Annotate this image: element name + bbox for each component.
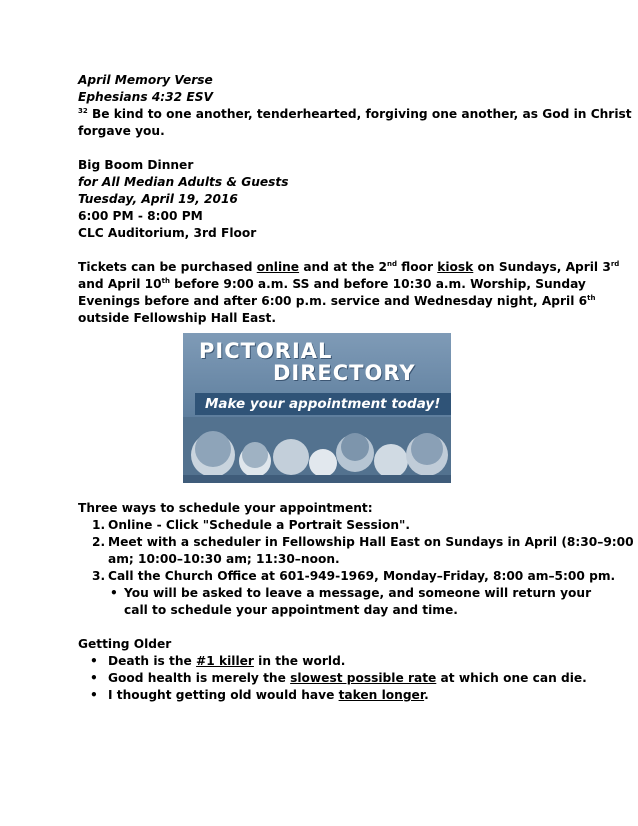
list-number: 2. <box>92 535 106 549</box>
list-number: 1. <box>92 518 106 532</box>
online-link[interactable]: online <box>256 260 300 274</box>
event-time: 6:00 PM - 8:00 PM <box>78 209 203 223</box>
list-text: in the world. <box>253 654 346 668</box>
list-item <box>78 568 616 585</box>
list-text: Good health is merely the <box>108 671 291 685</box>
banner-tagline: Make your appointment today! <box>205 396 441 412</box>
list-item-text: am; 10:00–10:30 am; 11:30–noon. <box>108 552 340 566</box>
family-photo-image <box>183 417 451 483</box>
schedule-heading: Three ways to schedule your appointment: <box>78 501 373 515</box>
verse-text-line <box>78 106 632 123</box>
superscript: nd <box>386 259 397 268</box>
list-item <box>78 517 578 534</box>
list-item <box>78 534 634 568</box>
list-item-text <box>108 653 578 670</box>
tickets-text: and April 10 <box>78 277 162 291</box>
slowest-rate-link[interactable]: slowest possible rate <box>290 671 437 685</box>
older-heading <box>78 636 578 653</box>
verse-reference: Ephesians 4:32 ESV <box>78 90 213 104</box>
list-item-text: Call the Church Office at 601-949-1969, Monday–Friday, 8:00 am–5:00 pm. <box>108 569 616 583</box>
older-heading-text: Getting Older <box>78 637 172 651</box>
event-audience: for All Median Adults & Guests <box>78 175 289 189</box>
tickets-text: Tickets can be purchased <box>78 260 257 274</box>
bullet-icon: • <box>90 671 98 685</box>
tickets-text: before 9:00 a.m. SS and before 10:30 a.m. Worship, Sunday <box>169 277 586 291</box>
bullet-icon: • <box>90 688 98 702</box>
killer-link[interactable]: #1 killer <box>196 654 254 668</box>
superscript: th <box>161 276 170 285</box>
list-item-text <box>108 687 578 704</box>
tickets-text: Evenings before and after 6:00 p.m. service and Wednesday night, April 6 <box>78 294 588 308</box>
list-item-text: Online - Click "Schedule a Portrait Session". <box>108 518 410 532</box>
bullet-icon: • <box>110 586 118 600</box>
tickets-text: floor <box>396 260 438 274</box>
schedule-list <box>78 517 634 585</box>
tickets-text: on Sundays, April 3 <box>473 260 611 274</box>
tickets-text: and at the 2 <box>299 260 387 274</box>
tickets-line <box>78 259 620 276</box>
tickets-line <box>78 276 586 293</box>
verse-text: Be kind to one another, tenderhearted, forgiving one another, as God in Christ <box>87 107 632 121</box>
verse-text-line: forgave you. <box>78 124 165 138</box>
list-text: at which one can die. <box>436 671 587 685</box>
tickets-line: outside Fellowship Hall East. <box>78 311 276 325</box>
superscript: th <box>587 293 596 302</box>
event-date: Tuesday, April 19, 2016 <box>78 192 238 206</box>
list-item-text: Meet with a scheduler in Fellowship Hall East on Sundays in April (8:30–9:00 <box>108 535 634 549</box>
kiosk-link[interactable]: kiosk <box>437 260 474 274</box>
list-item-text <box>108 670 587 687</box>
list-text: Death is the <box>108 654 197 668</box>
list-text: . <box>424 688 429 702</box>
verse-number: 32 <box>78 106 88 115</box>
older-list <box>78 653 587 704</box>
sub-list-text: You will be asked to leave a message, and someone will return your <box>124 586 592 600</box>
document-page <box>78 72 634 704</box>
superscript: rd <box>610 259 620 268</box>
event-location: CLC Auditorium, 3rd Floor <box>78 226 257 240</box>
sub-list-text: call to schedule your appointment day and time. <box>124 603 458 617</box>
pictorial-directory-banner <box>183 333 451 483</box>
verse-heading: April Memory Verse <box>78 73 213 87</box>
list-item <box>78 670 587 687</box>
taken-longer-link[interactable]: taken longer <box>338 688 425 702</box>
bullet-icon: • <box>90 654 98 668</box>
sub-list-item <box>78 585 592 619</box>
tickets-line <box>78 293 596 310</box>
list-item <box>78 653 578 670</box>
list-item <box>78 687 578 704</box>
list-number: 3. <box>92 569 106 583</box>
banner-title-line1: PICTORIAL <box>199 339 333 363</box>
list-text: I thought getting old would have <box>108 688 339 702</box>
event-title: Big Boom Dinner <box>78 158 194 172</box>
banner-title-line2: DIRECTORY <box>273 361 416 385</box>
